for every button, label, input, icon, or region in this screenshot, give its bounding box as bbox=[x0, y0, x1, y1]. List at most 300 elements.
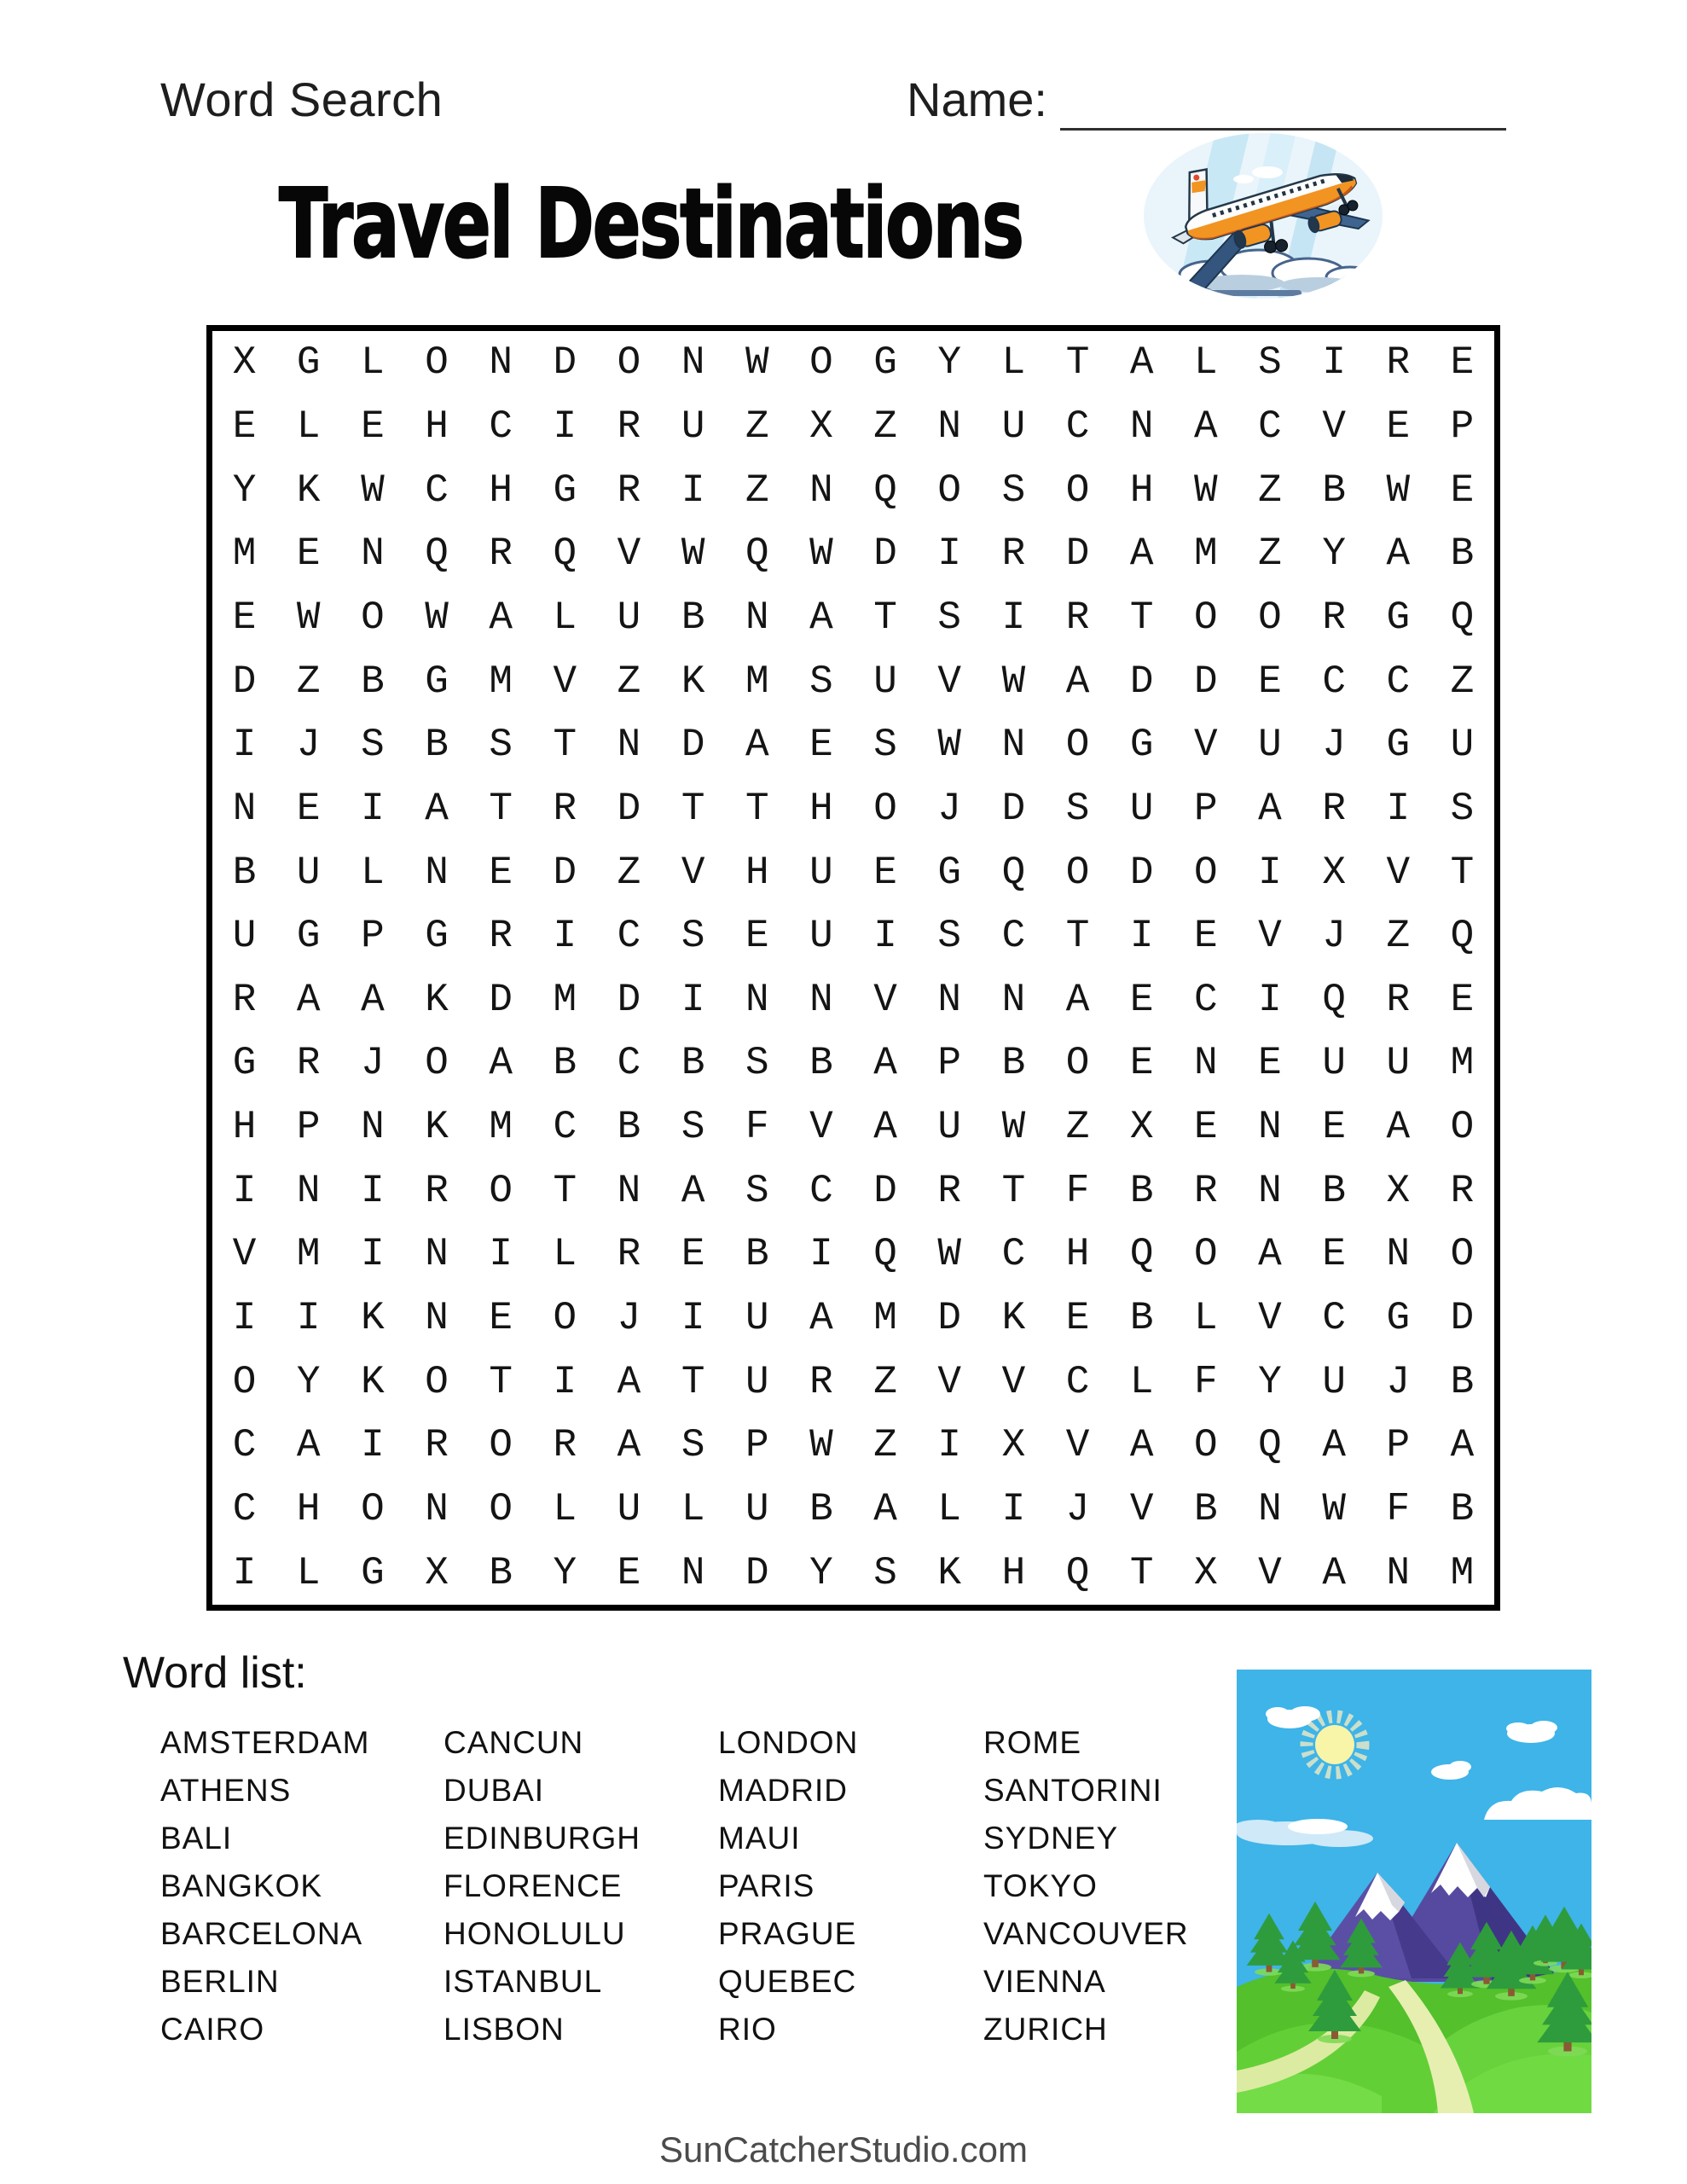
grid-letter: T bbox=[681, 786, 705, 831]
word-list-item: SANTORINI bbox=[983, 1773, 1162, 1808]
grid-letter: Q bbox=[1450, 595, 1475, 640]
grid-letter: B bbox=[1450, 1487, 1475, 1532]
grid-letter: U bbox=[296, 850, 321, 895]
grid-letter: R bbox=[425, 1423, 449, 1468]
grid-letter: C bbox=[425, 468, 449, 513]
grid-letter: V bbox=[873, 977, 897, 1022]
grid-letter: B bbox=[1129, 1168, 1154, 1213]
grid-letter: W bbox=[1386, 468, 1411, 513]
grid-letter: J bbox=[1322, 914, 1346, 959]
grid-letter: E bbox=[745, 914, 769, 959]
grid-letter: A bbox=[1450, 1423, 1475, 1468]
grid-letter: J bbox=[617, 1296, 641, 1341]
grid-letter: G bbox=[296, 914, 321, 959]
footer-site-credit: SunCatcherStudio.com bbox=[659, 2129, 1028, 2169]
word-list-item: BANGKOK bbox=[160, 1868, 322, 1903]
word-list-item: BERLIN bbox=[160, 1964, 280, 1999]
grid-letter: T bbox=[1065, 340, 1090, 386]
word-list-item: ROME bbox=[983, 1725, 1081, 1760]
puzzle-title: Travel Destinations bbox=[279, 169, 1023, 280]
grid-letter: I bbox=[681, 977, 705, 1022]
grid-letter: C bbox=[617, 1041, 641, 1086]
grid-letter: E bbox=[1194, 1105, 1218, 1150]
grid-letter: C bbox=[1258, 404, 1282, 449]
puzzle-grid bbox=[206, 325, 1500, 1611]
grid-letter: Y bbox=[1258, 1359, 1282, 1404]
grid-letter: Z bbox=[873, 1359, 897, 1404]
grid-letter: N bbox=[489, 340, 513, 386]
grid-letter: T bbox=[1065, 914, 1090, 959]
grid-letter: R bbox=[617, 1232, 641, 1277]
grid-letter: U bbox=[745, 1296, 769, 1341]
word-list-item: CAIRO bbox=[160, 2012, 265, 2047]
grid-letter: B bbox=[617, 1105, 641, 1150]
grid-letter: A bbox=[873, 1041, 897, 1086]
grid-letter: A bbox=[617, 1423, 641, 1468]
grid-letter: W bbox=[937, 1232, 962, 1277]
grid-letter: D bbox=[1129, 850, 1154, 895]
grid-letter: N bbox=[296, 1168, 321, 1213]
word-list-item: EDINBURGH bbox=[443, 1821, 641, 1856]
grid-letter: N bbox=[745, 977, 769, 1022]
grid-letter: D bbox=[553, 850, 577, 895]
grid-letter: U bbox=[809, 914, 833, 959]
grid-letter: M bbox=[489, 659, 513, 704]
grid-letter: N bbox=[425, 1487, 449, 1532]
grid-letter: O bbox=[489, 1423, 513, 1468]
grid-letter: U bbox=[745, 1359, 769, 1404]
grid-letter: T bbox=[1129, 595, 1154, 640]
grid-letter: N bbox=[809, 468, 833, 513]
grid-letter: I bbox=[361, 1423, 385, 1468]
grid-letter: J bbox=[1322, 723, 1346, 768]
grid-letter: I bbox=[361, 1168, 385, 1213]
grid-letter: H bbox=[745, 850, 769, 895]
grid-letter: D bbox=[873, 531, 897, 577]
grid-letter: A bbox=[1258, 786, 1282, 831]
grid-letter: C bbox=[1386, 659, 1411, 704]
grid-letter: B bbox=[1450, 531, 1475, 577]
word-list-column bbox=[443, 1719, 718, 2053]
grid-letter: T bbox=[553, 1168, 577, 1213]
grid-letter: S bbox=[1450, 786, 1475, 831]
grid-letter: O bbox=[425, 340, 449, 386]
grid-letter: M bbox=[232, 531, 257, 577]
grid-letter: R bbox=[1386, 340, 1411, 386]
grid-letter: W bbox=[745, 340, 769, 386]
grid-letter: O bbox=[617, 340, 641, 386]
grid-letter: O bbox=[1194, 1423, 1218, 1468]
grid-letter: S bbox=[745, 1168, 769, 1213]
grid-letter: N bbox=[681, 1550, 705, 1595]
grid-letter: X bbox=[1386, 1168, 1411, 1213]
grid-letter: O bbox=[1065, 723, 1090, 768]
word-list-item: MAUI bbox=[718, 1821, 801, 1856]
grid-letter: O bbox=[425, 1359, 449, 1404]
grid-letter: N bbox=[1258, 1168, 1282, 1213]
grid-letter: V bbox=[1194, 723, 1218, 768]
grid-letter: V bbox=[1322, 404, 1346, 449]
grid-letter: I bbox=[232, 723, 257, 768]
grid-letter: E bbox=[489, 850, 513, 895]
grid-letter: Z bbox=[1065, 1105, 1090, 1150]
grid-letter: Z bbox=[745, 468, 769, 513]
grid-letter: E bbox=[296, 531, 321, 577]
grid-letter: N bbox=[937, 977, 962, 1022]
grid-letter: E bbox=[296, 786, 321, 831]
grid-letter: B bbox=[232, 850, 257, 895]
word-list-item: PRAGUE bbox=[718, 1916, 857, 1951]
grid-letter: K bbox=[425, 977, 449, 1022]
word-list-item: BARCELONA bbox=[160, 1916, 363, 1951]
grid-letter: R bbox=[1322, 786, 1346, 831]
grid-letter: A bbox=[489, 1041, 513, 1086]
word-list-item: RIO bbox=[718, 2012, 777, 2047]
grid-letter: Z bbox=[873, 404, 897, 449]
grid-letter: V bbox=[1258, 1550, 1282, 1595]
word-list-item: LISBON bbox=[443, 2012, 565, 2047]
word-list-item: ZURICH bbox=[983, 2012, 1108, 2047]
grid-letter: I bbox=[1258, 977, 1282, 1022]
grid-letter: W bbox=[937, 723, 962, 768]
grid-letter: Y bbox=[553, 1550, 577, 1595]
grid-letter: C bbox=[1322, 659, 1346, 704]
grid-letter: M bbox=[489, 1105, 513, 1150]
grid-letter: C bbox=[232, 1423, 257, 1468]
grid-letter: E bbox=[873, 850, 897, 895]
grid-letter: W bbox=[425, 595, 449, 640]
grid-letter: O bbox=[361, 1487, 385, 1532]
grid-letter: E bbox=[232, 595, 257, 640]
grid-letter: U bbox=[809, 850, 833, 895]
grid-letter: G bbox=[553, 468, 577, 513]
word-list-item: DUBAI bbox=[443, 1773, 545, 1808]
grid-letter: D bbox=[1450, 1296, 1475, 1341]
grid-letter: R bbox=[617, 404, 641, 449]
grid-letter: I bbox=[1001, 595, 1026, 640]
grid-letter: J bbox=[361, 1041, 385, 1086]
grid-letter: C bbox=[232, 1487, 257, 1532]
grid-letter: Q bbox=[745, 531, 769, 577]
grid-letter: O bbox=[489, 1168, 513, 1213]
grid-letter: A bbox=[296, 977, 321, 1022]
grid-letter: P bbox=[1450, 404, 1475, 449]
grid-letter: R bbox=[296, 1041, 321, 1086]
grid-letter: R bbox=[1001, 531, 1026, 577]
grid-letter: A bbox=[425, 786, 449, 831]
grid-letter: W bbox=[1001, 659, 1026, 704]
grid-letter: I bbox=[1322, 340, 1346, 386]
grid-letter: H bbox=[296, 1487, 321, 1532]
grid-letter: L bbox=[1129, 1359, 1154, 1404]
grid-letter: A bbox=[1129, 340, 1154, 386]
grid-letter: N bbox=[1001, 977, 1026, 1022]
grid-letter: A bbox=[809, 595, 833, 640]
grid-letter: X bbox=[1322, 850, 1346, 895]
grid-letter: Q bbox=[1258, 1423, 1282, 1468]
grid-letter: L bbox=[361, 850, 385, 895]
grid-letter: T bbox=[553, 723, 577, 768]
grid-letter: I bbox=[1129, 914, 1154, 959]
grid-letter: G bbox=[937, 850, 962, 895]
grid-letter: O bbox=[1258, 595, 1282, 640]
grid-letter: N bbox=[1258, 1105, 1282, 1150]
grid-letter: P bbox=[1386, 1423, 1411, 1468]
grid-letter: R bbox=[1386, 977, 1411, 1022]
grid-letter: P bbox=[296, 1105, 321, 1150]
grid-letter: O bbox=[937, 468, 962, 513]
grid-letter: I bbox=[361, 1232, 385, 1277]
grid-letter: A bbox=[1129, 1423, 1154, 1468]
grid-letter: Z bbox=[1258, 531, 1282, 577]
grid-letter: C bbox=[1194, 977, 1218, 1022]
grid-letter: L bbox=[1194, 340, 1218, 386]
grid-letter: N bbox=[425, 850, 449, 895]
grid-letter: A bbox=[873, 1105, 897, 1150]
grid-letter: W bbox=[809, 531, 833, 577]
grid-letter: K bbox=[937, 1550, 962, 1595]
grid-letter: V bbox=[232, 1232, 257, 1277]
word-list-item: BALI bbox=[160, 1821, 233, 1856]
grid-letter: D bbox=[489, 977, 513, 1022]
grid-letter: N bbox=[361, 531, 385, 577]
grid-letter: M bbox=[553, 977, 577, 1022]
grid-letter: H bbox=[425, 404, 449, 449]
grid-letter: U bbox=[681, 404, 705, 449]
grid-letter: M bbox=[1450, 1550, 1475, 1595]
grid-letter: Q bbox=[1322, 977, 1346, 1022]
grid-letter: Z bbox=[296, 659, 321, 704]
grid-letter: C bbox=[1065, 1359, 1090, 1404]
grid-letter: G bbox=[425, 659, 449, 704]
grid-letter: X bbox=[425, 1550, 449, 1595]
grid-letter: T bbox=[1450, 850, 1475, 895]
grid-letter: I bbox=[296, 1296, 321, 1341]
grid-letter: V bbox=[617, 531, 641, 577]
grid-letter: N bbox=[1258, 1487, 1282, 1532]
grid-letter: R bbox=[1065, 595, 1090, 640]
grid-letter: E bbox=[489, 1296, 513, 1341]
grid-letter: X bbox=[232, 340, 257, 386]
grid-letter: O bbox=[553, 1296, 577, 1341]
grid-letter: G bbox=[1386, 723, 1411, 768]
grid-letter: N bbox=[809, 977, 833, 1022]
grid-letter: T bbox=[681, 1359, 705, 1404]
grid-letter: R bbox=[553, 786, 577, 831]
grid-letter: V bbox=[1001, 1359, 1026, 1404]
grid-letter: G bbox=[425, 914, 449, 959]
grid-letter: B bbox=[809, 1041, 833, 1086]
grid-letter: K bbox=[361, 1296, 385, 1341]
grid-letter: G bbox=[1386, 1296, 1411, 1341]
grid-letter: D bbox=[873, 1168, 897, 1213]
grid-letter: Q bbox=[1129, 1232, 1154, 1277]
grid-letter: O bbox=[809, 340, 833, 386]
grid-letter: B bbox=[809, 1487, 833, 1532]
grid-letter: N bbox=[1386, 1550, 1411, 1595]
grid-letter: A bbox=[809, 1296, 833, 1341]
grid-letter: S bbox=[681, 1105, 705, 1150]
airplane-illustration bbox=[1139, 128, 1387, 305]
grid-letter: C bbox=[1001, 914, 1026, 959]
grid-letter: Z bbox=[617, 850, 641, 895]
grid-letter: L bbox=[937, 1487, 962, 1532]
grid-letter: F bbox=[1194, 1359, 1218, 1404]
grid-letter: I bbox=[681, 468, 705, 513]
grid-letter: E bbox=[809, 723, 833, 768]
grid-letter: W bbox=[1001, 1105, 1026, 1150]
grid-letter: W bbox=[361, 468, 385, 513]
grid-letter: Q bbox=[873, 1232, 897, 1277]
grid-letter: A bbox=[1322, 1550, 1346, 1595]
grid-letter: T bbox=[489, 1359, 513, 1404]
grid-letter: C bbox=[1065, 404, 1090, 449]
grid-letter: Z bbox=[617, 659, 641, 704]
grid-letter: U bbox=[1129, 786, 1154, 831]
grid-letter: G bbox=[296, 340, 321, 386]
grid-letter: E bbox=[1322, 1105, 1346, 1150]
grid-letter: I bbox=[361, 786, 385, 831]
grid-letter: S bbox=[681, 1423, 705, 1468]
grid-letter: C bbox=[489, 404, 513, 449]
grid-letter: G bbox=[1386, 595, 1411, 640]
grid-letter: L bbox=[296, 1550, 321, 1595]
grid-letter: S bbox=[1065, 786, 1090, 831]
grid-letter: A bbox=[1065, 977, 1090, 1022]
grid-letter: N bbox=[681, 340, 705, 386]
grid-letter: R bbox=[1322, 595, 1346, 640]
grid-letter: A bbox=[1194, 404, 1218, 449]
grid-letter: Z bbox=[745, 404, 769, 449]
grid-letter: N bbox=[1001, 723, 1026, 768]
grid-letter: X bbox=[809, 404, 833, 449]
grid-letter: C bbox=[617, 914, 641, 959]
grid-letter: H bbox=[1001, 1550, 1026, 1595]
grid-letter: K bbox=[425, 1105, 449, 1150]
grid-letter: S bbox=[873, 1550, 897, 1595]
grid-letter: L bbox=[553, 1487, 577, 1532]
grid-letter: E bbox=[1129, 1041, 1154, 1086]
grid-letter: T bbox=[745, 786, 769, 831]
grid-letter: I bbox=[553, 1359, 577, 1404]
grid-letter: A bbox=[681, 1168, 705, 1213]
grid-letter: D bbox=[1194, 659, 1218, 704]
grid-letter: N bbox=[361, 1105, 385, 1150]
grid-letter: S bbox=[873, 723, 897, 768]
grid-letter: D bbox=[937, 1296, 962, 1341]
grid-letter: C bbox=[809, 1168, 833, 1213]
grid-letter: E bbox=[1322, 1232, 1346, 1277]
grid-letter: Y bbox=[809, 1550, 833, 1595]
word-list-label: Word list: bbox=[123, 1648, 307, 1698]
grid-letter: O bbox=[489, 1487, 513, 1532]
name-label: Name: bbox=[907, 73, 1047, 126]
grid-letter: B bbox=[681, 595, 705, 640]
grid-letter: O bbox=[361, 595, 385, 640]
grid-letter: B bbox=[1129, 1296, 1154, 1341]
grid-letter: E bbox=[1258, 1041, 1282, 1086]
grid-letter: W bbox=[1322, 1487, 1346, 1532]
grid-letter: U bbox=[1322, 1041, 1346, 1086]
grid-letter: B bbox=[681, 1041, 705, 1086]
grid-letter: Y bbox=[296, 1359, 321, 1404]
grid-letter: G bbox=[361, 1550, 385, 1595]
grid-letter: L bbox=[296, 404, 321, 449]
grid-letter: G bbox=[1129, 723, 1154, 768]
grid-letter: O bbox=[1065, 850, 1090, 895]
grid-letter: E bbox=[1450, 340, 1475, 386]
grid-letter: N bbox=[1386, 1232, 1411, 1277]
grid-letter: E bbox=[1065, 1296, 1090, 1341]
grid-letter: Y bbox=[937, 340, 962, 386]
grid-letter: U bbox=[617, 1487, 641, 1532]
word-list-columns bbox=[160, 1719, 1189, 2053]
grid-letter: R bbox=[232, 977, 257, 1022]
doc-type-label: Word Search bbox=[160, 73, 443, 126]
grid-letter: U bbox=[745, 1487, 769, 1532]
grid-letter: X bbox=[1129, 1105, 1154, 1150]
grid-letter: U bbox=[937, 1105, 962, 1150]
grid-letter: S bbox=[937, 595, 962, 640]
grid-letter: T bbox=[1001, 1168, 1026, 1213]
grid-letter: O bbox=[232, 1359, 257, 1404]
grid-letter: A bbox=[1322, 1423, 1346, 1468]
grid-letter: O bbox=[1194, 850, 1218, 895]
grid-letter: Q bbox=[425, 531, 449, 577]
grid-letter: B bbox=[361, 659, 385, 704]
grid-letter: G bbox=[873, 340, 897, 386]
grid-letter: D bbox=[617, 786, 641, 831]
grid-letter: B bbox=[1194, 1487, 1218, 1532]
grid-letter: E bbox=[1450, 977, 1475, 1022]
grid-letter: I bbox=[232, 1296, 257, 1341]
grid-letter: P bbox=[361, 914, 385, 959]
grid-letter: U bbox=[1386, 1041, 1411, 1086]
grid-letter: N bbox=[425, 1296, 449, 1341]
grid-letter: H bbox=[809, 786, 833, 831]
grid-letter: O bbox=[873, 786, 897, 831]
grid-letter: D bbox=[1129, 659, 1154, 704]
grid-letter: D bbox=[617, 977, 641, 1022]
grid-letter: J bbox=[296, 723, 321, 768]
grid-letter: I bbox=[553, 914, 577, 959]
grid-letter: Q bbox=[873, 468, 897, 513]
grid-letter: X bbox=[1001, 1423, 1026, 1468]
grid-letter: M bbox=[745, 659, 769, 704]
grid-letter: M bbox=[296, 1232, 321, 1277]
grid-letter: Z bbox=[1386, 914, 1411, 959]
grid-letter: E bbox=[1129, 977, 1154, 1022]
grid-letter: M bbox=[873, 1296, 897, 1341]
grid-letter: D bbox=[1001, 786, 1026, 831]
word-list-column bbox=[983, 1719, 1189, 2053]
grid-letter: V bbox=[1065, 1423, 1090, 1468]
grid-letter: V bbox=[937, 1359, 962, 1404]
grid-letter: L bbox=[361, 340, 385, 386]
grid-letter: U bbox=[1450, 723, 1475, 768]
grid-letter: R bbox=[489, 531, 513, 577]
grid-letter: N bbox=[937, 404, 962, 449]
grid-letter: O bbox=[1194, 1232, 1218, 1277]
word-list-item: HONOLULU bbox=[443, 1916, 626, 1951]
grid-letter: A bbox=[1065, 659, 1090, 704]
grid-letter: S bbox=[681, 914, 705, 959]
grid-letter: R bbox=[489, 914, 513, 959]
grid-letter: S bbox=[745, 1041, 769, 1086]
grid-letter: I bbox=[553, 404, 577, 449]
word-list-column bbox=[718, 1719, 983, 2053]
word-list-item: LONDON bbox=[718, 1725, 859, 1760]
